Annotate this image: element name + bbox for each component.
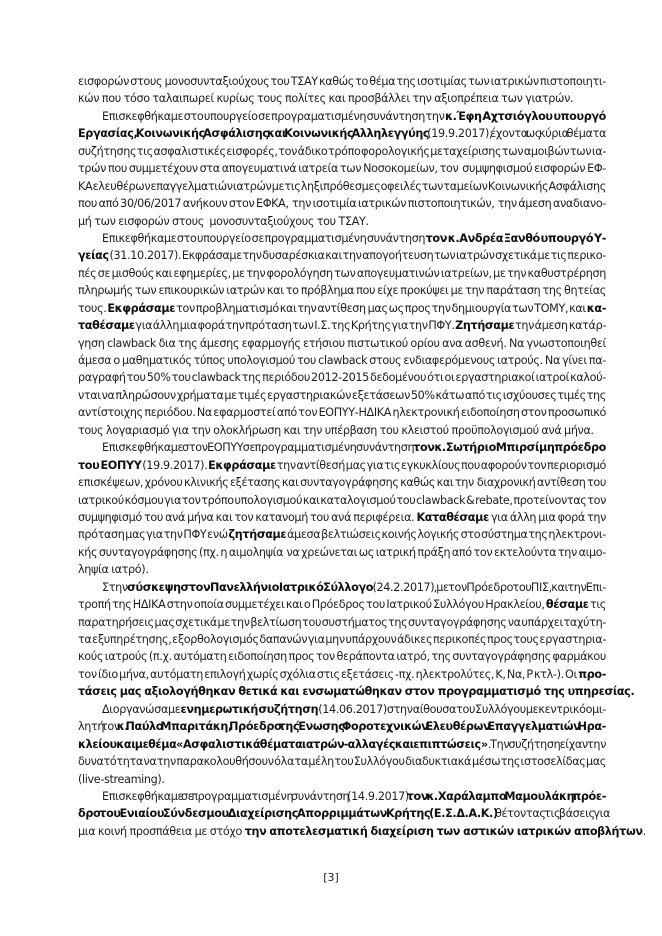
text-line [78,526,606,543]
text-run: κών που τόσο ταλαιπωρεί κυρίως τους πολίτες και προσβάλλει την αξιοπρέπεια των γιατρών. [78,92,574,106]
text-run: τρών που συμμετέχουν στα απογευματινά ιατρεία των Νοσοκομείων, τον συμψηφισμού εισφορών ΕΦ- [78,162,606,176]
text-line [78,352,606,369]
text-run: τα εξυπηρέτησης, εξορθολογισμός δαπανών για μην υπάρχουν άδικες περικοπές προς τους εργαστηρια- [78,633,606,646]
text-line [78,474,606,491]
text-line [78,614,606,631]
text-run: . [642,824,646,838]
text-line [78,596,606,613]
text-run: ληψία ιατρό). [78,563,149,577]
text-run: (19.9.2017). [141,458,209,472]
text-run: πές σε μισθούς και εφημερίες, με την φορολόγηση των απογευματινών ιατρείων, με την καθυστρέρηση [78,266,606,280]
text-run: αντίστοιχης περιόδου. Να εφαρμοστεί από τον ΕΟΠΥΥ-ΗΔΙΚΑ ηλεκτρονική ειδοποίηση στον προσωπικό [78,406,606,420]
bold-text: την αποτελεσματική διαχείριση των αστικών ιατρικών αποβλήτων [244,824,643,838]
text-run: κούς ιατρούς (π.χ. αυτόματη ειδοποίηση προς τον θεράποντα ιατρό, της συνταγογράφησης φαρμάκου [78,650,606,664]
text-run: τις [588,598,606,612]
text-line [78,701,606,718]
text-line [78,788,606,805]
text-run: επισκέψεων, χρόνου κλινικής εξέτασης και συνταγογράφησης καθώς και την διαχρονική αντίθεση του [78,476,606,490]
text-line [78,544,606,561]
bold-text: ταθέσαμε [78,319,135,333]
bold-text: σύσκεψη στον Πανελλήνιο Ιατρικό Σύλλογο [127,580,374,594]
paragraph [78,439,606,579]
text-line [78,492,606,509]
text-line [78,108,606,125]
text-line [78,195,606,212]
text-line [78,666,606,683]
text-run: ιατρικού κόσμου για τον τρόπο υπολογισμού και καταλογισμού του clawback & rebate, προτείνοντας τον [78,493,606,507]
text-run: τους λογαριασμό για την ολοκλήρωση και την υπέρβαση του κλειστού προϋπολογισμού ανά μήνα. [78,423,594,437]
text-line [78,439,606,456]
text-run: (live-streaming). [78,772,165,786]
text-run: άμεσα βελτιώσεις κοινής λογικής στο σύστημα της ηλεκτρονι- [286,528,606,542]
text-line [78,805,611,822]
paragraph [78,73,606,108]
bold-text: Ζητήσαμε [455,319,515,333]
text-run: συμψηφισμό του ανά μήνα και τον κατανομή του ανά περιφέρεια. [78,510,417,524]
text-run: τροπή της ΗΔΙΚΑ στην οποία συμμετέχει και ο Πρόεδρος του Ιατρικού Συλλόγου Ηρακλείου, [78,598,546,612]
bold-text: Εργασίας, Κοινωνικής Ασφάλισης και Κοινωνικής Αλληλεγγύης [78,127,430,141]
text-line [78,422,606,439]
text-run: κής συνταγογράφησης (πχ. η αιμοληψία να χρεώνεται ως ιατρική πράξη από τον εκτελούντα την αιμο- [78,545,606,559]
bold-text: τον κ.Σωτήριο Μπιρσίμη πρόεδρο [413,441,606,455]
paragraph [78,701,606,788]
text-run: δυνατότητα να την παρακολουθήσουν όλα τα μέλη του Συλλόγου διαδυκτιακά μέσω της ιστοσελίδας μας [78,755,606,769]
text-run: τον ίδιο μήνα, αυτόματη επιλογή χωρίς σχόλια στις εξετάσεις -πχ. ηλεκτρολύτες, Κ, Να, Ρ κτλ-). Οι [78,667,579,681]
text-run: την αντίθεσή μας για τις εγκυκλίους που αφορούν τον περιορισμό [275,458,606,472]
paragraph [78,579,635,701]
text-run: Επισκεφθήκαμε στο υπουργείο σε προγραματισμένη συνάντηση την [102,109,445,123]
text-run: θέτοντας τις βάσεις για [497,807,611,821]
bold-text: προ- [578,667,606,681]
bold-text: Εκφράσαμε [208,458,276,472]
text-line [78,683,635,700]
text-line [78,178,606,195]
bold-text: Καταθέσαμε [416,510,489,524]
bold-text: κλείου και με θέμα «Ασφαλιστικά θέματα ιατρών - αλλαγές και επιπτώσεις» [78,737,488,751]
bold-text: γείας [78,249,109,263]
text-run: . Την συζήτηση είχαν την [487,737,606,751]
text-line [78,90,606,107]
text-line [78,213,606,230]
text-run: παρατηρήσεις μας σχετικά με την βελτίωση του συστήματος της συνταγογράφησης να υπάρχει ταχύτη- [78,615,606,629]
paragraph [78,108,606,230]
text-run: (19.9.2017), έχοντα ως κύρια θέματα [429,127,606,141]
text-line [78,771,606,788]
text-run: πληρωμής των επικουρικών ιατρών και το πρόβλημα που είχε προκύψει με την παράταση της θητείας [78,284,606,298]
paragraph [78,788,646,840]
text-line [78,823,646,840]
text-run: συζήτησης τις ασφαλιστικές εισφορές, τον άδικο τρόπο φορολογικής μεταχείρισης των αμοιβών των ια- [78,144,606,158]
text-line [78,265,606,282]
text-line [78,404,606,421]
text-line [78,579,606,596]
bold-text: τον κ.Ανδρέα Ξανθό υπουργό Υ- [425,231,606,245]
text-run: Στην [102,580,128,594]
bold-text: ζητήσαμε [228,528,287,542]
text-run: που από 30/06/2017 ανήκουν στον ΕΦΚΑ, την ισοτιμία ιατρικών πιστοποιητικών, την άμεση αναδιανο- [78,197,606,211]
text-line [78,561,606,578]
bold-text: θέσαμε [545,598,589,612]
text-line [78,125,606,142]
text-line [78,736,606,753]
text-line [78,648,606,665]
text-run: Επικεφθήκαμε στο υπουργείο σε προγραμματισμένη συνάντηση [102,231,426,245]
bold-text: ενημερωτική συζήτηση [180,702,319,716]
text-run: για άλλη μια φορά την [488,510,607,524]
text-run: ραγραφή του 50% του clawback της περιόδου 2012-2015 δεδομένου ότι οι εργαστηριακοί ιατροί καλού- [78,371,606,385]
text-run: γηση clawback δια της άμεσης εφαρμογής ετήσιου πιστωτικού ορίου ανα ασθενή. Να γνωστοποιηθεί [78,336,606,350]
text-line [78,631,606,648]
paragraph [78,230,606,439]
text-line [78,282,606,299]
text-run: Επισκεφθήκαμε στον ΕΟΠΥΥ σε προγραμματισμένη συνάντηση [102,441,414,455]
bold-text: κ.Έφη Αχτσιόγλου υπουργό [444,109,606,123]
text-run: ΚΑ ελευθέρων επαγγελματιών ιατρών με τις ληξιπρόθεσμες οφειλές των ταμείων Κοινωνικής Ασφάλισης [78,179,606,193]
bold-text: του ΕΟΠΥΥ [78,458,142,472]
text-line [78,300,606,317]
text-run: την άμεση κατάρ- [514,319,607,333]
bold-text: κα- [586,301,606,315]
text-run: Επισκεφθήκαμε σε προγραμματισμένη συνάντηση (14.9.2017) [102,789,407,803]
document-body [78,73,646,840]
text-line [78,369,606,386]
text-run: (31.10.2017). Εκφράσαμε την δυσαρέσκια και την απογοήτευση των ιατρών σχετικά με τις περικο- [108,249,606,263]
text-line [78,457,606,474]
text-line [78,73,606,90]
text-line [78,317,606,334]
text-run: άμεσα ο μαθηματικός τύπος υπολογισμού του clawback στους ενδιαφερόμενους ιατρούς. Να γίνει πα- [78,354,606,367]
text-line [78,247,606,264]
bold-text: τάσεις μας αξιολογήθηκαν θετικά και ενσωματώθηκαν στον προγραμματισμό της υπηρεσίας. [78,685,635,699]
text-run: μια κοινή προσπάθεια με στόχο [78,824,245,838]
bold-text: τον κ.Χαράλαμπο Μαμουλάκη πρόε- [406,789,606,803]
text-line [78,509,606,526]
text-run: πρόταση μας για την ΠΦΥ ενώ [78,528,229,542]
text-run: τον προβληματισμό και την αντίθεση μας ως προς την δημιουργία των ΤΟΜΥ, και [175,301,587,315]
text-line [78,753,606,770]
text-line [78,143,606,160]
bold-text: Εκφράσαμε [107,301,176,315]
text-run: λητή τον [78,720,117,734]
text-run: (14.06.2017) στην αίθουσα του Συλλόγου με κεντρικό ομι- [318,702,606,716]
text-run: Διοργανώσαμε [102,702,181,716]
bold-text: δρο του Ενιαίου Σύνδεσμου Διαχείρισης Απορριμμάτων Κρήτης (Ε.Σ.Δ.Α.Κ.) [78,807,498,821]
text-line [78,387,606,404]
text-line [78,230,606,247]
text-run: εισφορών στους μονοσυνταξιούχους του ΤΣΑΥ καθώς το θέμα της ισοτιμίας των ιατρικών πιστοποιητι- [78,75,606,88]
text-line [78,160,606,177]
text-run: για άλλη μια φορά την πρόταση των Ι.Σ. της Κρήτης για την ΠΦΥ. [134,319,456,333]
text-run: μή των εισφορών στους μονοσυνταξιούχους του ΤΣΑΥ. [78,214,369,228]
text-line [78,335,606,352]
text-run: τους. [78,301,108,315]
text-run: (24.2.2017) , με τον Πρόεδρο του ΠΙΣ, και την Επι- [373,580,606,594]
page-number: [3] [323,871,339,884]
bold-text: κ. Παύλο Μπαριτάκη, Πρόεδρο της Ένωσης Φοροτεχνικών Ελευθέρων Επαγγελματιών Ηρα- [116,720,606,734]
text-run: νται να πληρώσουν χρήματα με τιμές εργαστηριακών εξετάσεων 50% κάτω από τις ισχύουσες τιμές της [78,388,606,402]
text-line [78,718,606,735]
